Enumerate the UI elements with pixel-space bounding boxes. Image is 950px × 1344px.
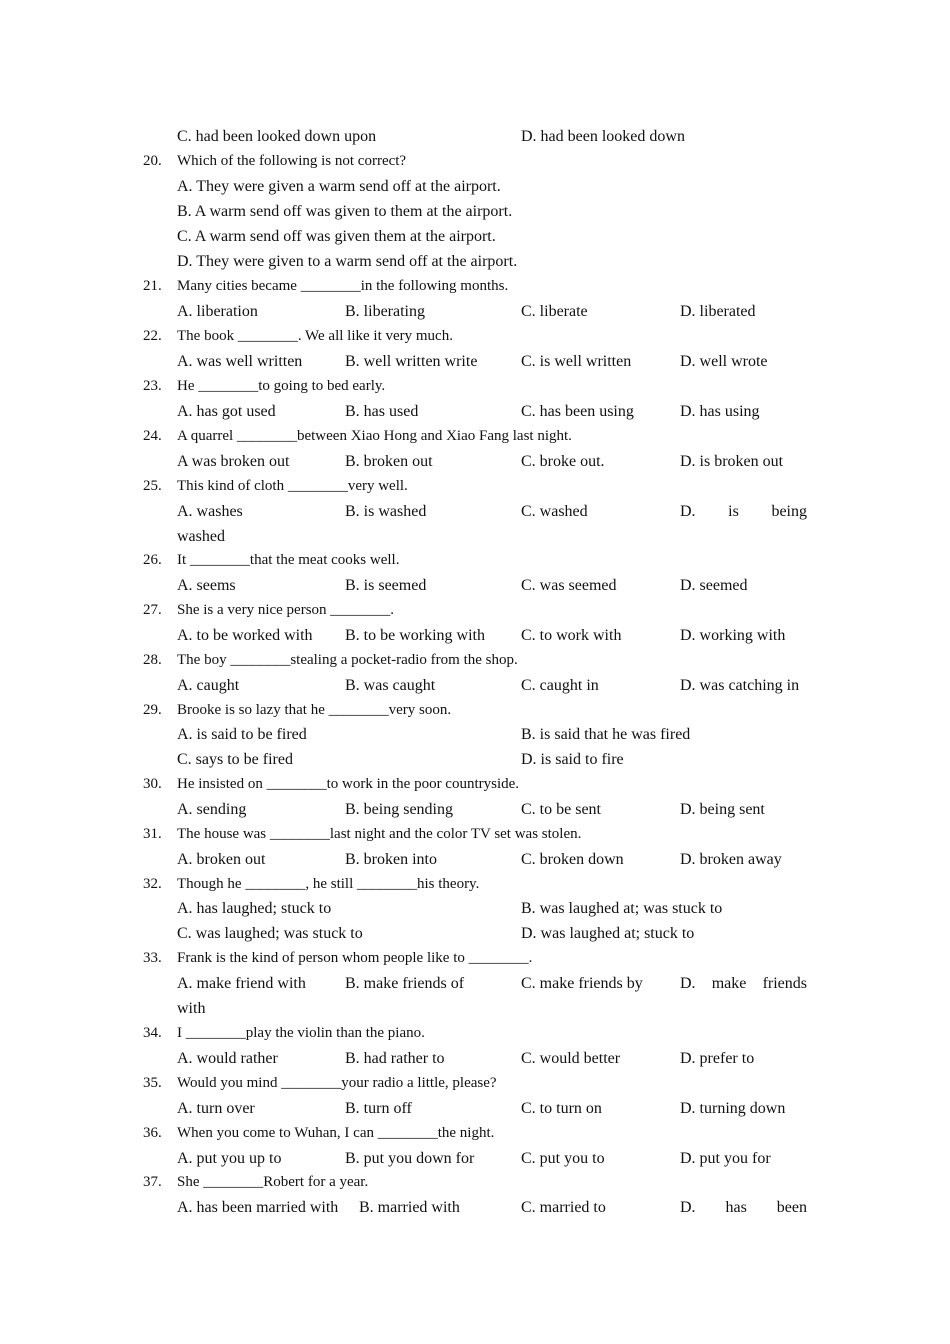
option-c: C. broken down <box>521 851 624 868</box>
option-b: B. liberating <box>345 303 425 320</box>
option-b: B. was laughed at; was stuck to <box>521 900 723 917</box>
option-d: D. was laughed at; stuck to <box>521 925 695 942</box>
option-c: C. was laughed; was stuck to <box>177 925 363 942</box>
option-b: B. broken out <box>345 453 433 470</box>
option-a: A. liberation <box>177 303 258 320</box>
option-c: C. caught in <box>521 677 599 694</box>
option-b: B. being sending <box>345 801 453 818</box>
option-c: C. had been looked down upon <box>177 128 377 145</box>
option-d: D. well wrote <box>680 353 768 370</box>
question-number: 26. <box>143 552 162 568</box>
option-d-word: been <box>776 1199 807 1216</box>
question-stem: It ________that the meat cooks well. <box>177 552 400 568</box>
option-d: D. They were given to a warm send off at the airport. <box>177 253 518 270</box>
option-c: C. was seemed <box>521 577 617 594</box>
option-d: D. seemed <box>680 577 748 594</box>
option-b: B. turn off <box>345 1100 412 1117</box>
question-number: 28. <box>143 652 162 668</box>
question-stem: She is a very nice person ________. <box>177 602 395 618</box>
question-number: 29. <box>143 702 162 718</box>
option-b: B. is washed <box>345 503 427 520</box>
question-number: 23. <box>143 378 162 394</box>
option-a: A. make friend with <box>177 975 306 992</box>
option-b: B. well written write <box>345 353 478 370</box>
option-d: D. is said to fire <box>521 751 624 768</box>
option-d-word: has <box>725 1199 747 1216</box>
option-c: C. says to be fired <box>177 751 293 768</box>
option-d-continuation: with <box>177 1000 206 1017</box>
option-a: A. has been married with <box>177 1199 339 1216</box>
option-c: C. to turn on <box>521 1100 602 1117</box>
question-stem: The house was ________last night and the color TV set was stolen. <box>177 826 582 842</box>
option-d-word: friends <box>762 975 807 992</box>
question-stem: I ________play the violin than the piano. <box>177 1025 425 1041</box>
option-b: B. has used <box>345 403 419 420</box>
question-number: 30. <box>143 776 162 792</box>
option-c: C. would better <box>521 1050 621 1067</box>
option-c: C. to be sent <box>521 801 601 818</box>
question-number: 31. <box>143 826 162 842</box>
option-c: C. put you to <box>521 1150 605 1167</box>
option-a: A. would rather <box>177 1050 278 1067</box>
option-c: C. make friends by <box>521 975 643 992</box>
question-number: 21. <box>143 278 162 294</box>
option-a: A. washes <box>177 503 243 520</box>
question-stem: This kind of cloth ________very well. <box>177 478 408 494</box>
option-b: B. is seemed <box>345 577 427 594</box>
option-d: D. was catching in <box>680 677 800 694</box>
option-c: C. has been using <box>521 403 634 420</box>
option-b: B. broken into <box>345 851 437 868</box>
option-a: A. sending <box>177 801 247 818</box>
question-stem: The book ________. We all like it very much. <box>177 328 453 344</box>
option-b: B. make friends of <box>345 975 465 992</box>
option-d: D. has using <box>680 403 760 420</box>
option-d: D. had been looked down <box>521 128 685 145</box>
question-stem: Though he ________, he still ________his theory. <box>177 876 480 892</box>
question-stem: She ________Robert for a year. <box>177 1174 369 1190</box>
option-d-continuation: washed <box>177 528 225 545</box>
option-c: C. to work with <box>521 627 622 644</box>
question-number: 25. <box>143 478 162 494</box>
option-a: A. is said to be fired <box>177 726 307 743</box>
question-number: 36. <box>143 1125 162 1141</box>
option-d-word: D. <box>680 503 696 520</box>
question-stem: He ________to going to bed early. <box>177 378 386 394</box>
question-number: 33. <box>143 950 162 966</box>
option-d <box>680 971 807 996</box>
option-a: A. to be worked with <box>177 627 313 644</box>
question-stem: Would you mind ________your radio a little, please? <box>177 1075 497 1091</box>
option-a: A was broken out <box>177 453 290 470</box>
option-d-word: make <box>711 975 747 992</box>
option-d <box>680 1195 807 1220</box>
option-b: B. A warm send off was given to them at the airport. <box>177 203 513 220</box>
option-b: B. to be working with <box>345 627 485 644</box>
question-stem: The boy ________stealing a pocket-radio from the shop. <box>177 652 518 668</box>
question-stem: Which of the following is not correct? <box>177 153 407 169</box>
question-stem: Brooke is so lazy that he ________very soon. <box>177 702 452 718</box>
option-d-word: D. <box>680 975 696 992</box>
option-d: D. broken away <box>680 851 782 868</box>
question-number: 32. <box>143 876 162 892</box>
option-a: A. turn over <box>177 1100 255 1117</box>
option-a: A. seems <box>177 577 236 594</box>
option-a: A. was well written <box>177 353 303 370</box>
question-stem: A quarrel ________between Xiao Hong and Xiao Fang last night. <box>177 428 572 444</box>
option-a: A. caught <box>177 677 240 694</box>
option-d: D. being sent <box>680 801 765 818</box>
option-d-word: D. <box>680 1199 696 1216</box>
question-number: 20. <box>143 153 162 169</box>
option-b: B. was caught <box>345 677 436 694</box>
option-c: C. washed <box>521 503 588 520</box>
option-d-word: is <box>728 503 739 520</box>
option-d: D. turning down <box>680 1100 786 1117</box>
option-a: A. has got used <box>177 403 276 420</box>
question-number: 37. <box>143 1174 162 1190</box>
option-c: C. A warm send off was given them at the airport. <box>177 228 496 245</box>
option-b: B. is said that he was fired <box>521 726 691 743</box>
option-d: D. put you for <box>680 1150 771 1167</box>
option-b: B. put you down for <box>345 1150 475 1167</box>
option-d: D. working with <box>680 627 786 644</box>
option-a: A. They were given a warm send off at the airport. <box>177 178 501 195</box>
question-stem: Frank is the kind of person whom people like to ________. <box>177 950 533 966</box>
option-d <box>680 499 807 524</box>
question-number: 24. <box>143 428 162 444</box>
question-number: 35. <box>143 1075 162 1091</box>
question-number: 27. <box>143 602 162 618</box>
question-stem: He insisted on ________to work in the poor countryside. <box>177 776 520 792</box>
question-number: 34. <box>143 1025 162 1041</box>
question-number: 22. <box>143 328 162 344</box>
option-c: C. married to <box>521 1199 606 1216</box>
option-a: A. has laughed; stuck to <box>177 900 332 917</box>
option-d: D. is broken out <box>680 453 784 470</box>
option-c: C. is well written <box>521 353 632 370</box>
option-c: C. broke out. <box>521 453 605 470</box>
question-stem: Many cities became ________in the following months. <box>177 278 509 294</box>
option-b: B. had rather to <box>345 1050 445 1067</box>
option-c: C. liberate <box>521 303 588 320</box>
option-a: A. broken out <box>177 851 266 868</box>
option-d-word: being <box>771 503 807 520</box>
option-b: B. married with <box>359 1199 460 1216</box>
option-d: D. liberated <box>680 303 756 320</box>
question-stem: When you come to Wuhan, I can ________the night. <box>177 1125 495 1141</box>
option-d: D. prefer to <box>680 1050 755 1067</box>
option-a: A. put you up to <box>177 1150 282 1167</box>
